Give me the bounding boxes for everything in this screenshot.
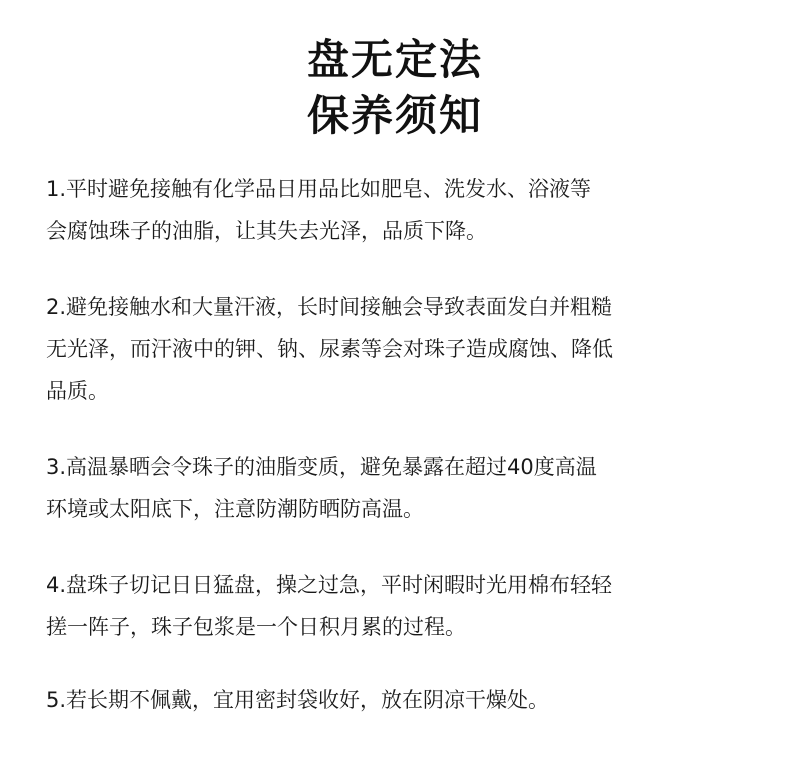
title-line-2: 保养须知	[306, 91, 483, 140]
note-3-line-1: 3.高温暴晒会令珠子的油脂变质，避免暴露在超过40度高温	[46, 455, 597, 479]
spacer	[46, 252, 766, 286]
note-2-line-3: 品质。	[46, 379, 109, 403]
note-3-line-2: 环境或太阳底下，注意防潮防晒防高温。	[46, 497, 424, 521]
care-note-2	[46, 286, 766, 412]
note-4-line-1: 4.盘珠子切记日日猛盘，操之过急，平时闲暇时光用棉布轻轻	[46, 573, 613, 597]
title-line-1: 盘无定法	[306, 35, 483, 84]
note-4-line-2: 搓一阵子，珠子包浆是一个日积月累的过程。	[46, 615, 466, 639]
care-note-1	[46, 168, 766, 252]
note-5-line-1: 5.若长期不佩戴，宜用密封袋收好，放在阴凉干燥处。	[46, 688, 550, 712]
note-2-line-2: 无光泽，而汗液中的钾、钠、尿素等会对珠子造成腐蚀、降低	[46, 337, 613, 361]
care-note-4	[46, 564, 766, 648]
spacer	[46, 648, 766, 679]
note-1-line-2: 会腐蚀珠子的油脂，让其失去光泽，品质下降。	[46, 219, 487, 243]
note-2-line-1: 2.避免接触水和大量汗液，长时间接触会导致表面发白并粗糙	[46, 295, 613, 319]
spacer	[46, 412, 766, 446]
note-1-line-1: 1.平时避免接触有化学品日用品比如肥皂、洗发水、浴液等	[46, 177, 592, 201]
spacer	[46, 530, 766, 564]
page-title	[0, 32, 790, 144]
care-note-3	[46, 446, 766, 530]
care-note-5	[46, 679, 766, 721]
care-notes-list	[46, 168, 766, 721]
